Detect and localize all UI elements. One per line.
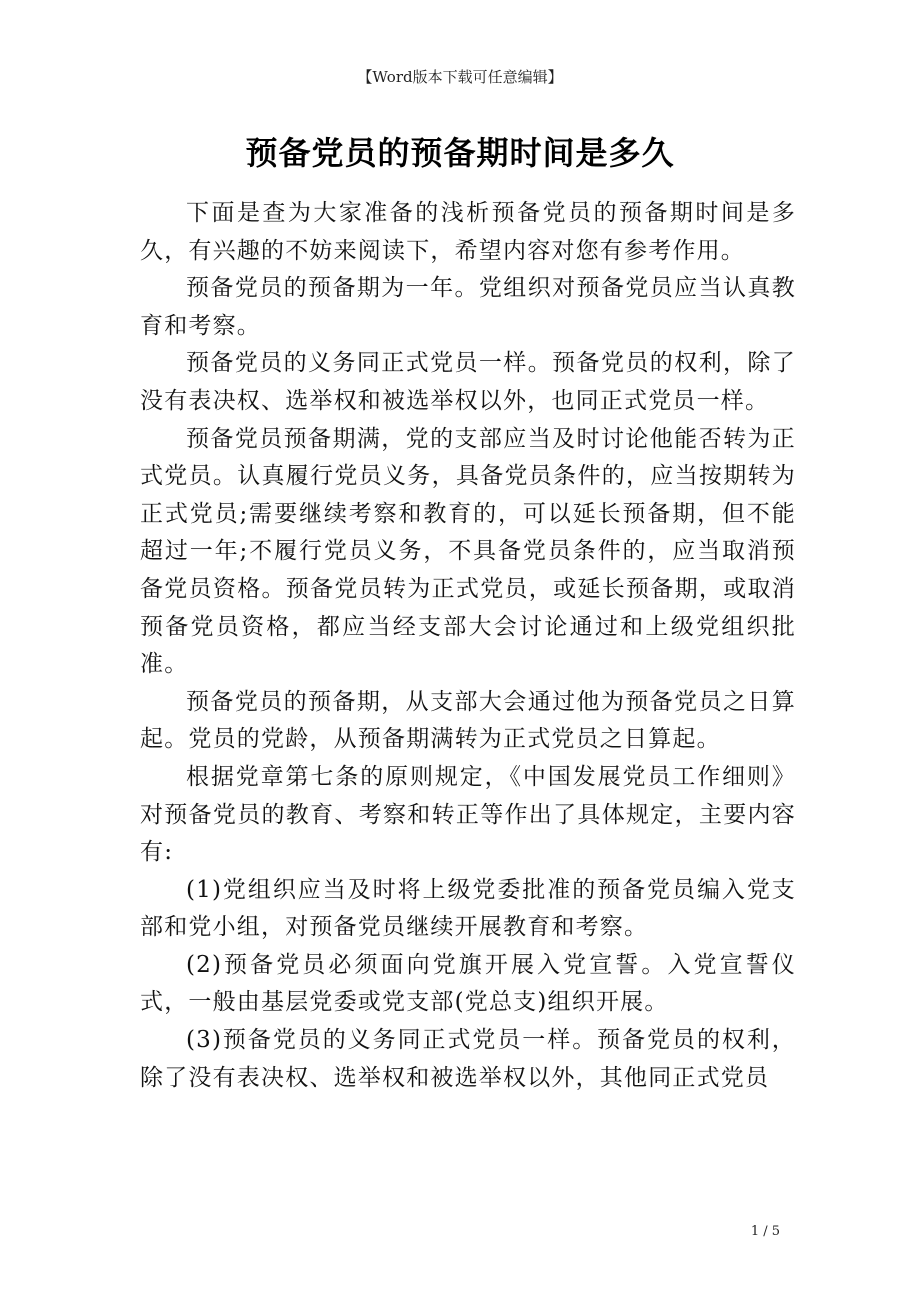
paragraph: 预备党员的义务同正式党员一样。预备党员的权利，除了没有表决权、选举权和被选举权以外，也同正式党员一样。	[140, 350, 796, 414]
paragraph: 根据党章第七条的原则规定，《中国发展党员工作细则》对预备党员的教育、考察和转正等作出了具体规定，主要内容有:	[140, 763, 796, 866]
page-title: 预备党员的预备期时间是多久	[245, 134, 675, 172]
download-header: 【Word版本下载可任意编辑】	[357, 68, 563, 86]
paragraph: 预备党员预备期满，党的支部应当及时讨论他能否转为正式党员。认真履行党员义务，具备党员条件的，应当按期转为正式党员;需要继续考察和教育的，可以延长预备期，但不能超过一年;不履行党员义务，不具备党员条件的，应当取消预备党员资格。预备党员转为正式党员，或延长预备期，或取消预备党员资格，都应当经支部大会讨论通过和上级党组织批准。	[140, 425, 796, 678]
paragraph: (3)预备党员的义务同正式党员一样。预备党员的权利，除了没有表决权、选举权和被选举权以外，其他同正式党员	[140, 1027, 796, 1091]
paragraph: 下面是查为大家准备的浅析预备党员的预备期时间是多久，有兴趣的不妨来阅读下，希望内容对您有参考作用。	[140, 200, 796, 264]
paragraph: 预备党员的预备期为一年。党组织对预备党员应当认真教育和考察。	[140, 275, 796, 339]
document-body	[140, 195, 796, 1097]
paragraph: (2)预备党员必须面向党旗开展入党宣誓。入党宣誓仪式，一般由基层党委或党支部(党总支)组织开展。	[140, 951, 796, 1016]
paragraph: 预备党员的预备期，从支部大会通过他为预备党员之日算起。党员的党龄，从预备期满转为正式党员之日算起。	[140, 688, 796, 753]
paragraph: (1)党组织应当及时将上级党委批准的预备党员编入党支部和党小组，对预备党员继续开展教育和考察。	[140, 876, 796, 941]
page-number: 1 / 5	[750, 1224, 780, 1239]
